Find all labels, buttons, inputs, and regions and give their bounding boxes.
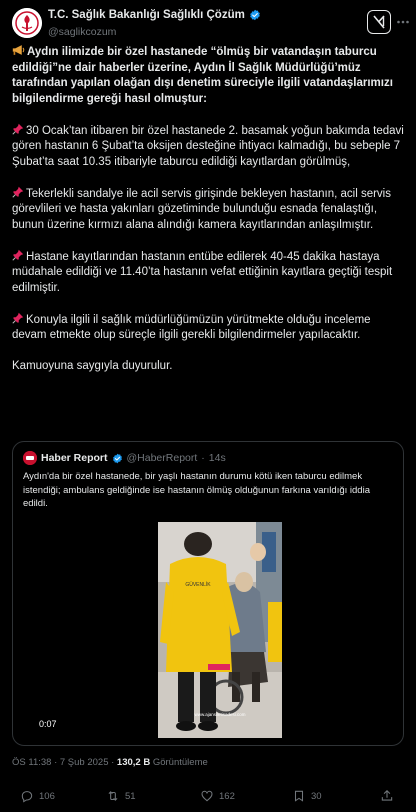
bookmark-count: 30 — [311, 790, 322, 802]
author-handle[interactable]: @saglikcozum — [48, 26, 117, 38]
video-thumbnail[interactable] — [158, 522, 282, 738]
pushpin-icon — [12, 312, 24, 324]
paragraph-intro-text: Aydın ilimizde bir özel hastanede “ölmüş bir vatandaşın taburcu edildiği”ne dair haberler üzerine, Aydın İl Sağlık Müdürlüğü’müz tarafından yapılan olağan dışı denetim süreciyle ilgili vatandaşlarımızı bilgilendirme gereği hasıl olmuştur: — [12, 46, 393, 105]
video-duration: 0:07 — [35, 718, 61, 730]
tweet-text — [12, 44, 408, 390]
repost-icon — [106, 789, 120, 803]
quoted-author-handle[interactable]: @HaberReport — [126, 452, 198, 464]
megaphone-icon — [12, 44, 25, 56]
more-options-icon[interactable] — [396, 12, 410, 32]
video-watermark: www.ajansiletisadesi.com — [194, 712, 246, 717]
reply-count: 106 — [39, 790, 55, 802]
video-vest-text: GÜVENLİK — [185, 582, 211, 588]
quoted-time[interactable]: 14s — [208, 452, 226, 464]
pushpin-icon — [12, 123, 24, 135]
reply-button[interactable] — [20, 786, 55, 806]
paragraph-4 — [12, 249, 408, 297]
quoted-tweet[interactable] — [12, 441, 404, 746]
pushpin-icon — [12, 186, 24, 198]
share-icon — [380, 789, 394, 803]
bookmark-icon — [292, 789, 306, 803]
paragraph-closing: Kamuoyuna saygıyla duyurulur. — [12, 360, 173, 372]
author-avatar[interactable] — [12, 8, 42, 38]
grok-icon — [368, 11, 390, 33]
paragraph-intro — [12, 44, 408, 107]
paragraph-5-text: Konuyla ilgili il sağlık müdürlüğümüzün yürütmekte olduğu inceleme devam etmekte olup süreçle ilgili gerekli bilgilendirmeler yapılacaktır. — [12, 313, 371, 341]
like-button[interactable] — [200, 786, 235, 806]
tweet-actions — [0, 786, 416, 808]
views-label: Görüntüleme — [150, 757, 208, 768]
grok-button[interactable] — [367, 10, 391, 34]
paragraph-4-text: Hastane kayıtlarından hastanın entübe edilerek 40-45 dakika hastaya müdahale edildiği ve 11.40’ta hastanın vefat ettiğinin kayıtlara geçtiği tespit edilmiştir. — [12, 250, 393, 294]
paragraph-2-text: 30 Ocak’tan itibaren bir özel hastanede 2. basamak yoğun bakımda tedavi gören hastanın 6 Şubat’ta oksijen desteğine ihtiyacı kalmadığı, bu sebeple 7 Şubat’ta saat 10.35 itibariyle taburcu edildiği kayıtlardan görülmüş, — [12, 124, 404, 168]
haber-report-logo-icon — [23, 451, 37, 465]
tweet-header — [12, 6, 404, 42]
paragraph-3-text: Tekerlekli sandalye ile acil servis girişinde bekleyen hastanın, acil servis görevlileri ve hasta yakınları gözetiminde bulunduğu esnada fenalaştığı, bunun üzerine kırmızı alana alındığı kamera kayıtlarından anlaşılmıştır. — [12, 187, 391, 231]
share-button[interactable] — [380, 786, 394, 806]
verified-badge-icon — [249, 9, 261, 21]
author-name[interactable]: T.C. Sağlık Bakanlığı Sağlıklı Çözüm — [48, 9, 245, 21]
paragraph-5 — [12, 312, 408, 344]
quoted-tweet-text: Aydın'da bir özel hastanede, bir yaşlı hastanın durumu kötü iken taburcu edilmek istendiği; ambulans geldiğinde ise hastanın ölmüş olduğunun farkına varıldığı iddia edildi. — [23, 471, 370, 509]
author-name-line[interactable] — [48, 9, 261, 21]
tweet-time[interactable]: ÖS 11:38 · 7 Şub 2025 · — [12, 757, 117, 768]
views-count: 130,2 B — [116, 757, 151, 768]
tweet-timestamp — [12, 757, 208, 768]
paragraph-2 — [12, 123, 408, 171]
verified-badge-icon — [112, 453, 123, 464]
reply-icon — [20, 789, 34, 803]
repost-button[interactable] — [106, 786, 136, 806]
ministry-logo-icon — [12, 8, 42, 38]
like-count: 162 — [219, 790, 235, 802]
quoted-separator: · — [201, 452, 205, 464]
quoted-tweet-header — [23, 450, 226, 466]
paragraph-3 — [12, 186, 408, 234]
bookmark-button[interactable] — [292, 786, 322, 806]
quoted-video[interactable] — [25, 522, 391, 738]
heart-icon — [200, 789, 214, 803]
quoted-author-name[interactable]: Haber Report — [41, 452, 108, 464]
quoted-author-avatar[interactable] — [23, 451, 37, 465]
repost-count: 51 — [125, 790, 136, 802]
pushpin-icon — [12, 249, 24, 261]
